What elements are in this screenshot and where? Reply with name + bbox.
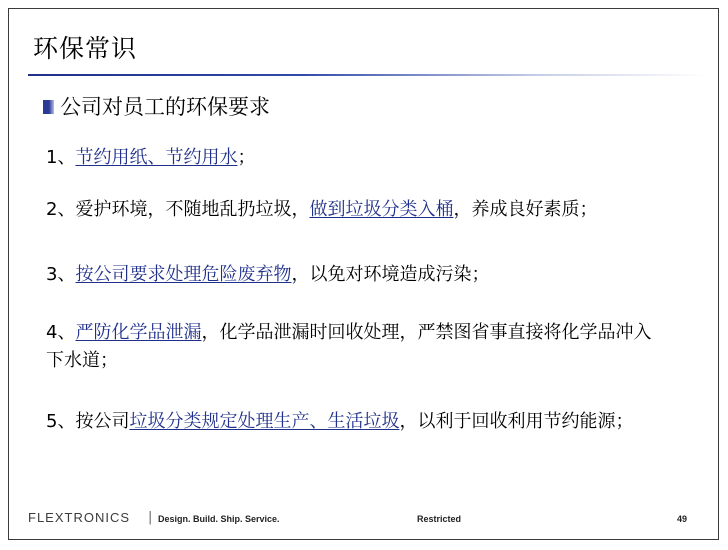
item-link[interactable]: 垃圾分类规定处理生产、生活垃圾 [129,411,400,432]
item-text: 5、按公司 [46,411,130,432]
item-text: ，以利于回收利用节约能源； [399,411,634,432]
title-divider [28,74,708,76]
list-item-3 [46,261,666,289]
footer-tagline: Design. Build. Ship. Service. [158,514,280,524]
item-text: ，化学品泄漏时回收处理，严禁图省事直接将化学品冲入下水道； [46,322,652,371]
item-text: ，以免对环境造成污染； [291,264,490,285]
slide-title: 环保常识 [33,34,138,63]
footer-separator: | [148,510,153,525]
list-item-1 [46,144,666,172]
page-number: 49 [677,514,688,524]
company-logo: FLEXTRONICS [28,510,131,525]
item-text: 3、 [46,264,76,285]
item-link[interactable]: 严防化学品泄漏 [75,322,202,343]
list-item-5 [46,408,666,436]
item-text: 4、 [46,322,76,343]
list-item-4 [46,319,666,375]
item-link[interactable]: 按公司要求处理危险废弃物 [75,264,292,285]
bullet-square-icon [43,100,54,114]
section-heading-text: 公司对员工的环保要求 [60,95,270,119]
section-heading [43,92,270,122]
item-text: ，养成良好素质； [453,199,598,220]
classification-label: Restricted [417,514,462,524]
item-link[interactable]: 节约用纸、节约用水 [75,147,238,168]
item-text: 1、 [46,147,76,168]
item-link[interactable]: 做到垃圾分类入桶 [309,199,454,220]
item-text: ； [237,147,256,168]
item-text: 2、爱护环境，不随地乱扔垃圾， [46,199,310,220]
list-item-2 [46,196,666,224]
